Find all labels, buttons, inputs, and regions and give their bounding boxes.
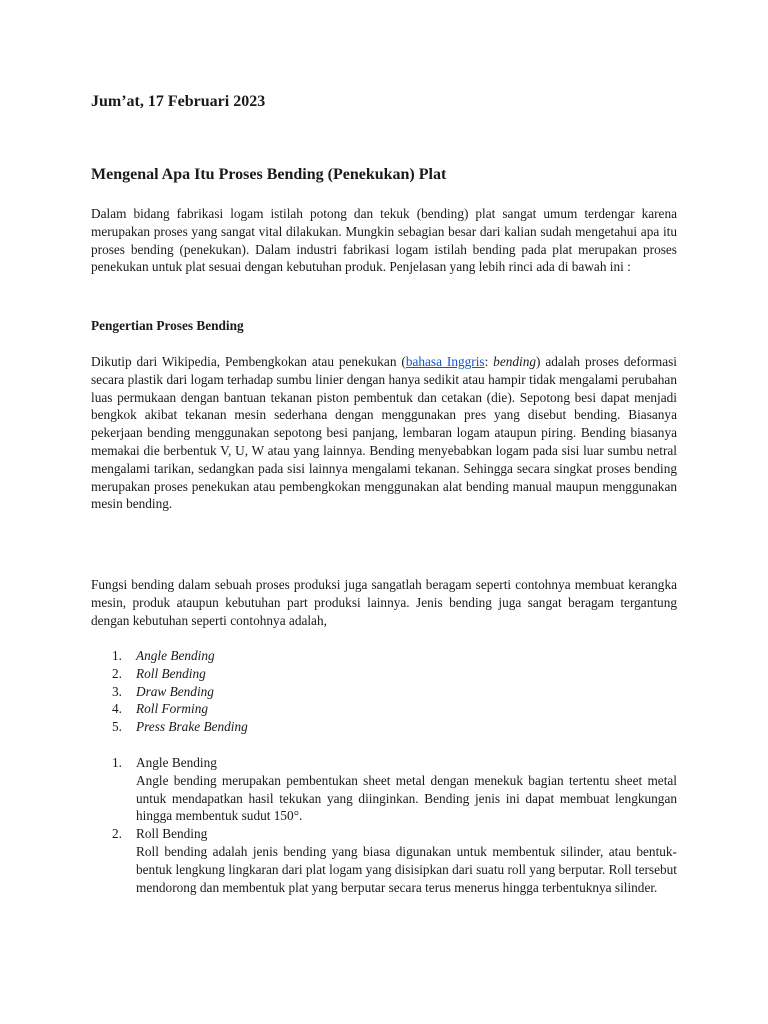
definition-text-start: Dikutip dari Wikipedia, Pembengkokan atau penekukan ( <box>91 354 406 369</box>
document-title: Mengenal Apa Itu Proses Bending (Penekukan) Plat <box>91 166 447 183</box>
definition-text-rest: ) adalah proses deformasi secara plastik dari logam terhadap sumbu linier dengan hanya sedikit atau hampir tidak mengalami perubahan luas permukaan dengan bantuan tekanan piston pembentuk dan cetakan (die). Sepotong besi dapat menjadi bengkok akibat tekanan mesin sederhana dengan menggunakan pres yang disebut bending. Biasanya pekerjaan bending menggunakan sepotong besi panjang, lembaran logam ataupun piring. Bending biasanya memakai die berbentuk V, U, W atau yang lainnya. Bending menyebabkan logam pada sisi luar sumbu netral mengalami tarikan, sedangkan pada sisi lainnya mengalami tekanan. Sehingga secara singkat proses bending merupakan proses penekukan atau pembengkokan menggunakan alat bending manual maupun menggunakan mesin bending. <box>91 354 677 512</box>
bending-type-label: Roll Forming <box>136 701 209 717</box>
intro-paragraph: Dalam bidang fabrikasi logam istilah potong dan tekuk (bending) plat sangat umum terdengar karena merupakan proses yang sangat vital dilakukan. Mungkin sebagian besar dari kalian sudah mengetahui apa itu proses bending (penekukan). Dalam industri fabrikasi logam istilah bending pada plat merupakan proses penekukan untuk plat sesuai dengan kebutuhan produk. Penjelasan yang lebih rinci ada di bawah ini : <box>91 206 677 275</box>
bending-type-label: Roll Bending <box>136 665 206 681</box>
bending-type-label: Angle Bending <box>136 648 215 663</box>
list-item: 5. Press Brake Bending <box>112 719 248 735</box>
bending-type-label: Draw Bending <box>136 683 214 699</box>
detail-description: Roll bending adalah jenis bending yang biasa digunakan untuk membentuk silinder, atau bentuk-bentuk lengkung lingkaran dari plat logam yang disisipkan dari suatu roll yang berputar. Roll tersebut mendorong dan membentuk plat yang berputar secara terus menerus hingga terbentuknya silinder. <box>136 843 677 895</box>
bahasa-inggris-link[interactable]: bahasa Inggris <box>405 354 485 369</box>
list-item: 1. Angle Bending Angle bending merupakan pembentukan sheet metal dengan menekuk bagian tertentu sheet metal untuk mendapatkan hasil tekukan yang diinginkan. Bending jenis ini dapat membuat lengkungan hingga membentuk sudut 150°. <box>112 755 677 824</box>
detail-title: Angle Bending <box>136 755 217 770</box>
definition-colon: : <box>484 354 494 369</box>
list-item: 4. Roll Forming <box>112 701 209 717</box>
list-item: 2. Roll Bending <box>112 665 206 681</box>
list-item: 3. Draw Bending <box>112 683 214 699</box>
list-item: 2. Roll Bending Roll bending adalah jenis bending yang biasa digunakan untuk membentuk silinder, atau bentuk-bentuk lengkung lingkaran dari plat logam yang disisipkan dari suatu roll yang berputar. Roll tersebut mendorong dan membentuk plat yang berputar secara terus menerus hingga terbentuknya silinder. <box>112 826 677 895</box>
section-heading: Pengertian Proses Bending <box>91 318 244 333</box>
detail-title: Roll Bending <box>136 826 208 842</box>
bending-details-list <box>91 754 677 896</box>
bending-types-list <box>91 647 677 736</box>
definition-term: bending <box>493 354 537 369</box>
detail-description: Angle bending merupakan pembentukan sheet metal dengan menekuk bagian tertentu sheet metal untuk mendapatkan hasil tekukan yang diinginkan. Bending jenis ini dapat membuat lengkungan hingga membentuk sudut 150°. <box>136 772 677 824</box>
list-item: 1. Angle Bending <box>112 648 215 663</box>
fungsi-paragraph: Fungsi bending dalam sebuah proses produksi juga sangatlah beragam seperti contohnya membuat kerangka mesin, produk ataupun kebutuhan part produksi lainnya. Jenis bending juga sangat beragam tergantung dengan kebutuhan seperti contohnya adalah, <box>91 577 677 628</box>
bending-type-label: Press Brake Bending <box>136 719 248 735</box>
document-date: Jum’at, 17 Februari 2023 <box>91 93 266 110</box>
definition-paragraph <box>91 353 677 513</box>
